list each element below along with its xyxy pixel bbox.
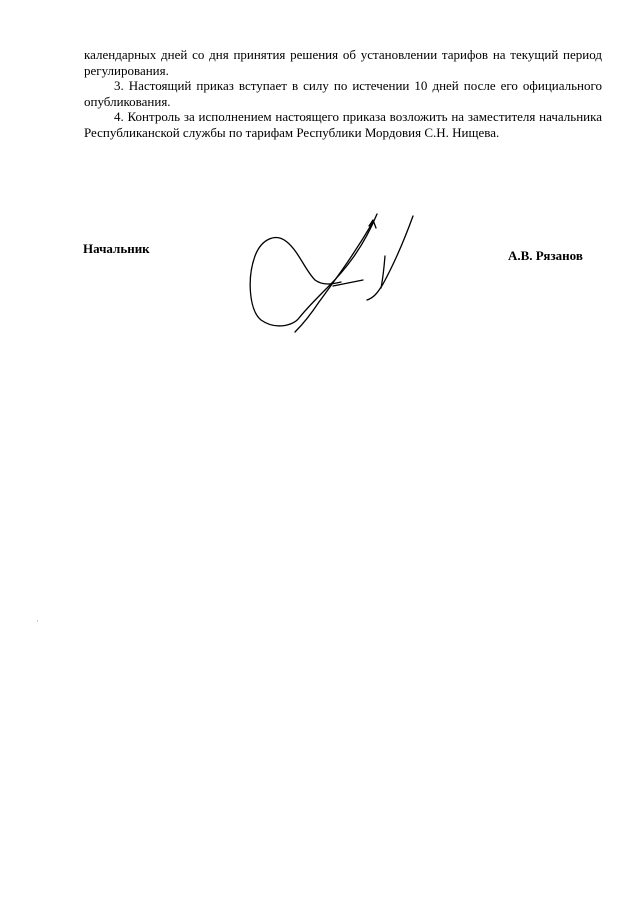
body-text [84,47,602,141]
scan-speck [37,620,38,622]
paragraph-point-3: 3. Настоящий приказ вступает в силу по истечении 10 дней после его официального опубликования. [84,78,602,109]
signatory-title: Начальник [83,241,150,256]
top-edge-mark [300,0,420,2]
paragraph-point-4: 4. Контроль за исполнением настоящего приказа возложить на заместителя начальника Республиканской службы по тарифам Республики Мордовия С.Н. Нищева. [84,109,602,140]
signatory-name: А.В. Рязанов [508,248,583,263]
paragraph-continuation: календарных дней со дня принятия решения об установлении тарифов на текущий период регулирования. [84,47,602,78]
handwritten-signature [245,208,425,338]
